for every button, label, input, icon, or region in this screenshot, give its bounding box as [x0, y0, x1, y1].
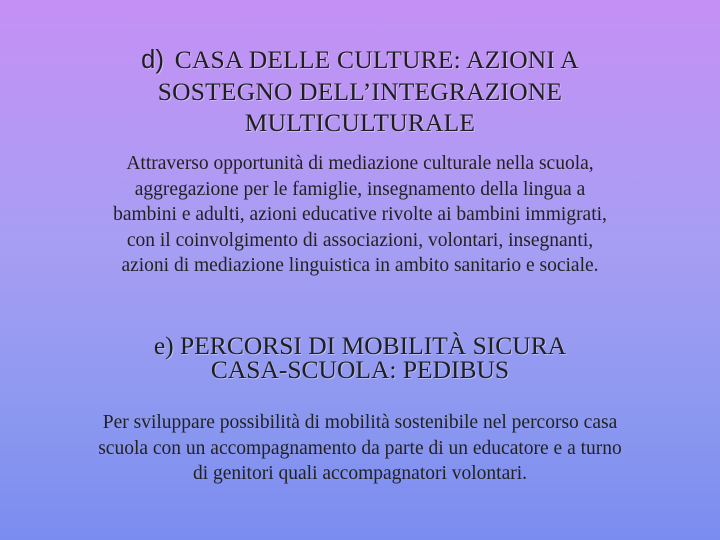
section-d-title-line-1: [30, 44, 690, 76]
section-e-body-line-1: Per sviluppare possibilità di mobilità sostenibile nel percorso casa: [102, 412, 618, 433]
section-d-title-text-1: CASA DELLE CULTURE: AZIONI A: [174, 45, 579, 74]
section-e-body-line-3: di genitori quali accompagnatori volontari.: [192, 463, 528, 484]
section-d-body-line-5: azioni di mediazione linguistica in ambito sanitario e sociale.: [121, 255, 599, 276]
section-e-title-text-1: PERCORSI DI MOBILITÀ SICURA: [180, 331, 567, 360]
section-d-body: [40, 151, 680, 279]
section-e-title-line-2: CASA-SCUOLA: PEDIBUS: [210, 355, 510, 384]
section-e-title: [30, 331, 690, 384]
section-d-label: d): [141, 46, 165, 74]
section-e-label: e): [153, 331, 174, 360]
section-e-body-line-2: scuola con un accompagnamento da parte di un educatore e a turno: [98, 437, 622, 459]
section-d-title-line-3: MULTICULTURALE: [244, 108, 476, 137]
section-d-title-line-2: SOSTEGNO DELL’INTEGRAZIONE: [157, 77, 563, 106]
section-d-body-line-4: con il coinvolgimento di associazioni, volontari, insegnanti,: [126, 229, 594, 251]
section-d-title: [30, 44, 690, 138]
section-d-body-line-3: bambini e adulti, azioni educative rivolte ai bambini immigrati,: [113, 204, 607, 225]
section-d-body-line-2: aggregazione per le famiglie, insegnamento della lingua a: [134, 178, 586, 200]
section-e-body: [20, 410, 700, 487]
section-d-body-line-1: Attraverso opportunità di mediazione culturale nella scuola,: [126, 153, 594, 174]
